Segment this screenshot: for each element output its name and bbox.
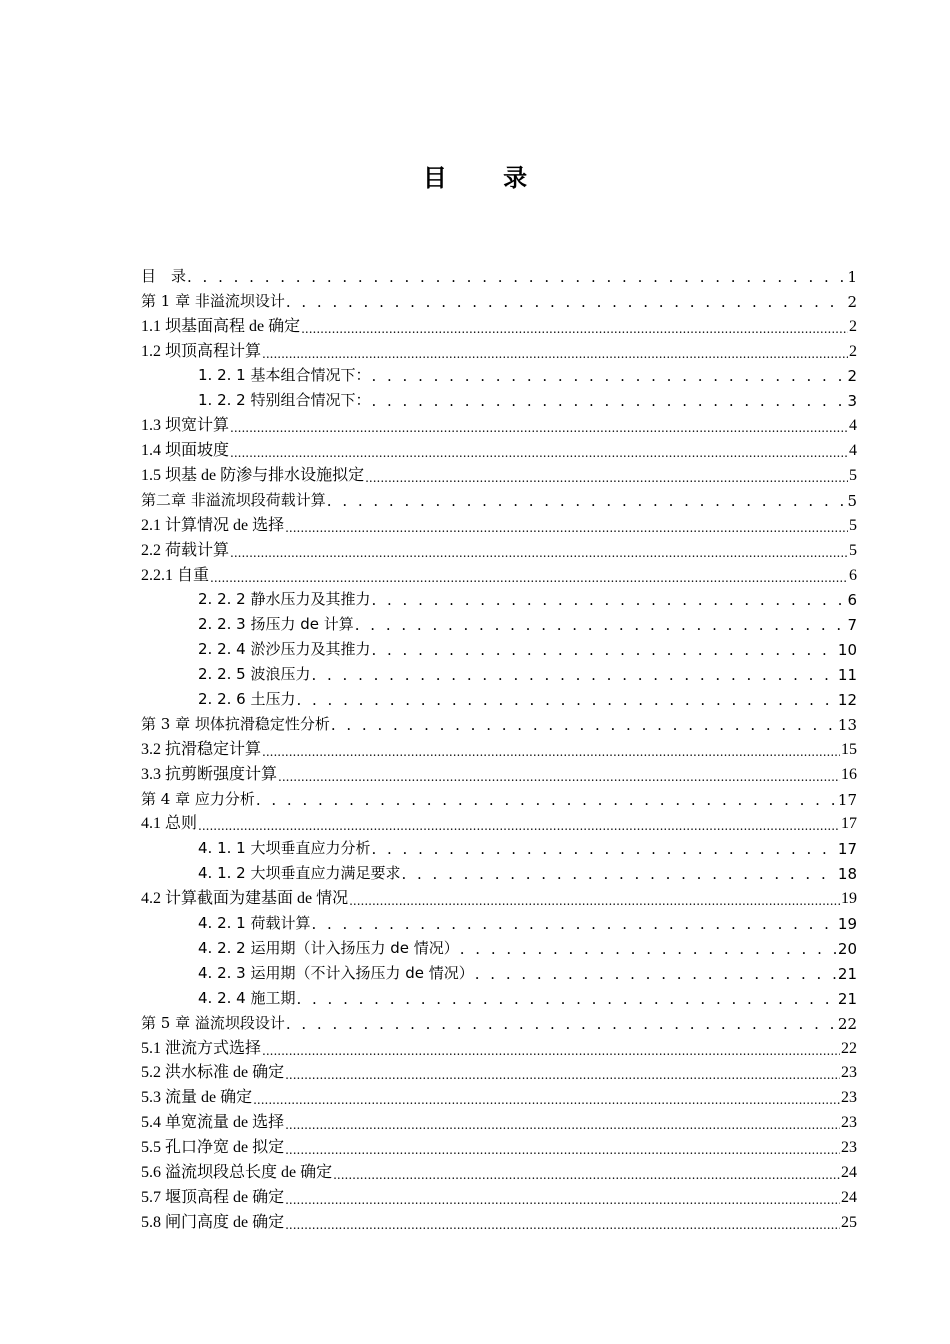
toc-entry-label: 第 1 章 非溢流坝设计 bbox=[141, 291, 285, 310]
toc-entry-page-number: 24 bbox=[841, 1188, 857, 1206]
toc-entry-page-number: 22 bbox=[837, 1014, 857, 1033]
toc-leader-dots bbox=[210, 571, 848, 585]
toc-entry-page-number: 16 bbox=[841, 765, 857, 783]
toc-entry-page-number: 22 bbox=[841, 1039, 857, 1057]
toc-entry[interactable] bbox=[141, 1082, 857, 1107]
toc-entry-page-number: 12 bbox=[837, 691, 857, 710]
toc-entry-page-number: 5 bbox=[849, 516, 857, 534]
toc-entry[interactable] bbox=[141, 460, 857, 485]
toc-entry-label: 3.2 抗滑稳定计算 bbox=[141, 740, 262, 758]
toc-entry-label: 第 5 章 溢流坝段设计 bbox=[141, 1013, 285, 1032]
toc-entry-label: 1.2 坝顶高程计算 bbox=[141, 342, 262, 360]
toc-leader-dots bbox=[401, 865, 836, 883]
toc-leader-dots bbox=[327, 492, 847, 510]
toc-leader-dots bbox=[256, 791, 837, 809]
toc-entry[interactable] bbox=[141, 1107, 857, 1132]
toc-entry[interactable] bbox=[141, 734, 857, 759]
toc-entry-page-number: 25 bbox=[841, 1213, 857, 1231]
toc-entry[interactable] bbox=[141, 510, 857, 535]
toc-entry[interactable] bbox=[141, 1058, 857, 1083]
toc-entry[interactable] bbox=[141, 833, 857, 858]
toc-entry-page-number: 2 bbox=[849, 317, 857, 335]
toc-entry-page-number: 5 bbox=[847, 491, 857, 510]
toc-entry-page-number: 15 bbox=[841, 740, 857, 758]
toc-leader-dots bbox=[285, 1218, 840, 1232]
toc-entry-label: 1. 2. 2 特别组合情况下： bbox=[198, 391, 371, 410]
toc-entry-label: 第二章 非溢流坝段荷载计算 bbox=[141, 490, 326, 509]
toc-entry-label: 2. 2. 4 淤沙压力及其推力 bbox=[198, 640, 371, 659]
toc-entry[interactable] bbox=[141, 1033, 857, 1058]
toc-entry-label: 4. 2. 4 施工期 bbox=[198, 988, 296, 1007]
toc-entry[interactable] bbox=[141, 709, 857, 734]
toc-entry-label: 4. 2. 2 运用期（计入扬压力 de 情况） bbox=[198, 938, 459, 957]
toc-entry-label: 第 4 章 应力分析 bbox=[141, 789, 255, 808]
toc-entry[interactable] bbox=[141, 485, 857, 510]
toc-entry-page-number: 23 bbox=[841, 1139, 857, 1157]
toc-entry[interactable] bbox=[141, 585, 857, 610]
toc-leader-dots bbox=[349, 894, 840, 908]
toc-entry[interactable] bbox=[141, 609, 857, 634]
toc-entry-page-number: 7 bbox=[847, 616, 857, 635]
toc-leader-dots bbox=[262, 745, 840, 759]
toc-entry-page-number: 6 bbox=[847, 591, 857, 610]
toc-entry[interactable] bbox=[141, 858, 857, 883]
toc-leader-dots bbox=[285, 1143, 840, 1157]
toc-entry-page-number: 17 bbox=[837, 790, 857, 809]
toc-entry[interactable] bbox=[141, 535, 857, 560]
toc-leader-dots bbox=[296, 691, 836, 709]
toc-entry-label: 4. 1. 1 大坝垂直应力分析 bbox=[198, 839, 371, 858]
toc-entry[interactable] bbox=[141, 883, 857, 908]
toc-leader-dots bbox=[230, 421, 848, 435]
toc-leader-dots bbox=[333, 1168, 840, 1182]
toc-entry-page-number: 4 bbox=[849, 442, 857, 460]
toc-leader-dots bbox=[371, 392, 846, 410]
toc-entry-page-number: 13 bbox=[837, 715, 857, 734]
toc-entry[interactable] bbox=[141, 759, 857, 784]
toc-leader-dots bbox=[311, 915, 836, 933]
toc-entry[interactable] bbox=[141, 286, 857, 311]
toc-leader-dots bbox=[278, 770, 840, 784]
toc-leader-dots bbox=[285, 1193, 840, 1207]
toc-entry-label: 第 3 章 坝体抗滑稳定性分析 bbox=[141, 714, 330, 733]
page-title: 目 录 bbox=[422, 164, 552, 192]
toc-entry-label: 3.3 抗剪断强度计算 bbox=[141, 765, 278, 783]
toc-leader-dots bbox=[460, 940, 837, 958]
toc-entry-page-number: 2 bbox=[847, 292, 857, 311]
table-of-contents bbox=[141, 261, 857, 1232]
toc-entry[interactable] bbox=[141, 385, 857, 410]
toc-entry[interactable] bbox=[141, 908, 857, 933]
toc-leader-dots bbox=[187, 268, 846, 286]
toc-leader-dots bbox=[253, 1093, 840, 1107]
toc-entry-page-number: 17 bbox=[841, 815, 857, 833]
toc-entry-label: 1.5 坝基 de 防渗与排水设施拟定 bbox=[141, 467, 365, 485]
toc-entry-page-number: 5 bbox=[849, 541, 857, 559]
toc-entry-page-number: 11 bbox=[837, 666, 857, 685]
toc-entry-page-number: 19 bbox=[841, 890, 857, 908]
toc-entry-page-number: 18 bbox=[837, 865, 857, 884]
toc-entry-label: 2.1 计算情况 de 选择 bbox=[141, 516, 285, 534]
toc-entry[interactable] bbox=[141, 336, 857, 361]
toc-entry-label: 1. 2. 1 基本组合情况下： bbox=[198, 366, 371, 385]
toc-entry-label: 5.3 流量 de 确定 bbox=[141, 1089, 253, 1107]
toc-leader-dots bbox=[371, 641, 836, 659]
toc-entry[interactable] bbox=[141, 361, 857, 386]
toc-entry[interactable] bbox=[141, 1132, 857, 1157]
toc-leader-dots bbox=[285, 1068, 840, 1082]
toc-entry[interactable] bbox=[141, 435, 857, 460]
toc-leader-dots bbox=[285, 521, 848, 535]
toc-entry[interactable] bbox=[141, 659, 857, 684]
toc-entry[interactable] bbox=[141, 261, 857, 286]
toc-entry-label: 1.4 坝面坡度 bbox=[141, 442, 230, 460]
toc-entry[interactable] bbox=[141, 1207, 857, 1232]
toc-entry-label: 目 录 bbox=[141, 266, 187, 285]
toc-leader-dots bbox=[355, 616, 847, 634]
toc-entry-page-number: 6 bbox=[849, 566, 857, 584]
toc-leader-dots bbox=[230, 446, 848, 460]
toc-entry-label: 5.1 泄流方式选择 bbox=[141, 1039, 262, 1057]
toc-entry[interactable] bbox=[141, 560, 857, 585]
toc-entry[interactable] bbox=[141, 1157, 857, 1182]
toc-leader-dots bbox=[296, 990, 836, 1008]
toc-entry-page-number: 23 bbox=[841, 1064, 857, 1082]
toc-entry[interactable] bbox=[141, 634, 857, 659]
toc-entry-page-number: 23 bbox=[841, 1114, 857, 1132]
toc-entry[interactable] bbox=[141, 958, 857, 983]
toc-leader-dots bbox=[371, 840, 836, 858]
toc-entry[interactable] bbox=[141, 410, 857, 435]
toc-entry[interactable] bbox=[141, 809, 857, 834]
toc-entry[interactable] bbox=[141, 983, 857, 1008]
toc-entry[interactable] bbox=[141, 784, 857, 809]
toc-entry-label: 4. 2. 3 运用期（不计入扬压力 de 情况） bbox=[198, 963, 474, 982]
toc-leader-dots bbox=[198, 819, 840, 833]
toc-entry-label: 4. 2. 1 荷载计算 bbox=[198, 914, 311, 933]
toc-entry-page-number: 4 bbox=[849, 417, 857, 435]
toc-leader-dots bbox=[230, 546, 848, 560]
toc-entry-label: 5.5 孔口净宽 de 拟定 bbox=[141, 1139, 285, 1157]
toc-entry-label: 4. 1. 2 大坝垂直应力满足要求 bbox=[198, 864, 401, 883]
toc-entry-page-number: 23 bbox=[841, 1089, 857, 1107]
toc-leader-dots bbox=[331, 716, 837, 734]
toc-entry-label: 1.3 坝宽计算 bbox=[141, 417, 230, 435]
toc-entry[interactable] bbox=[141, 1182, 857, 1207]
toc-leader-dots bbox=[365, 471, 848, 485]
toc-leader-dots bbox=[301, 322, 848, 336]
toc-entry-label: 2. 2. 2 静水压力及其推力 bbox=[198, 590, 371, 609]
toc-leader-dots bbox=[371, 367, 846, 385]
toc-entry-label: 5.2 洪水标准 de 确定 bbox=[141, 1064, 285, 1082]
toc-entry-label: 4.1 总则 bbox=[141, 815, 198, 833]
toc-entry-page-number: 10 bbox=[837, 641, 857, 660]
toc-leader-dots bbox=[262, 347, 848, 361]
toc-entry-label: 2. 2. 3 扬压力 de 计算 bbox=[198, 615, 354, 634]
toc-entry[interactable] bbox=[141, 684, 857, 709]
toc-leader-dots bbox=[286, 1015, 837, 1033]
toc-leader-dots bbox=[475, 965, 837, 983]
toc-entry-label: 2.2.1 自重 bbox=[141, 566, 210, 584]
toc-entry-label: 2. 2. 6 土压力 bbox=[198, 690, 296, 709]
toc-entry-label: 5.7 堰顶高程 de 确定 bbox=[141, 1188, 285, 1206]
toc-entry-label: 1.1 坝基面高程 de 确定 bbox=[141, 317, 301, 335]
toc-entry-page-number: 20 bbox=[837, 939, 857, 958]
toc-entry-page-number: 17 bbox=[837, 840, 857, 859]
toc-leader-dots bbox=[285, 1118, 840, 1132]
toc-entry[interactable] bbox=[141, 1008, 857, 1033]
toc-entry-label: 2.2 荷载计算 bbox=[141, 541, 230, 559]
toc-entry[interactable] bbox=[141, 933, 857, 958]
toc-entry-page-number: 19 bbox=[837, 915, 857, 934]
toc-entry-page-number: 5 bbox=[849, 467, 857, 485]
toc-leader-dots bbox=[311, 666, 836, 684]
toc-entry-label: 5.4 单宽流量 de 选择 bbox=[141, 1114, 285, 1132]
toc-entry-page-number: 24 bbox=[841, 1163, 857, 1181]
toc-entry-page-number: 21 bbox=[837, 964, 857, 983]
toc-entry-page-number: 1 bbox=[847, 267, 857, 286]
toc-entry-label: 4.2 计算截面为建基面 de 情况 bbox=[141, 890, 349, 908]
toc-entry-label: 5.6 溢流坝段总长度 de 确定 bbox=[141, 1163, 333, 1181]
toc-entry-page-number: 3 bbox=[847, 392, 857, 411]
toc-entry-page-number: 2 bbox=[847, 367, 857, 386]
toc-entry[interactable] bbox=[141, 311, 857, 336]
toc-entry-label: 2. 2. 5 波浪压力 bbox=[198, 665, 311, 684]
toc-leader-dots bbox=[371, 591, 846, 609]
toc-entry-page-number: 21 bbox=[837, 989, 857, 1008]
toc-entry-page-number: 2 bbox=[849, 342, 857, 360]
toc-leader-dots bbox=[286, 293, 847, 311]
toc-leader-dots bbox=[262, 1044, 840, 1058]
toc-entry-label: 5.8 闸门高度 de 确定 bbox=[141, 1213, 285, 1231]
